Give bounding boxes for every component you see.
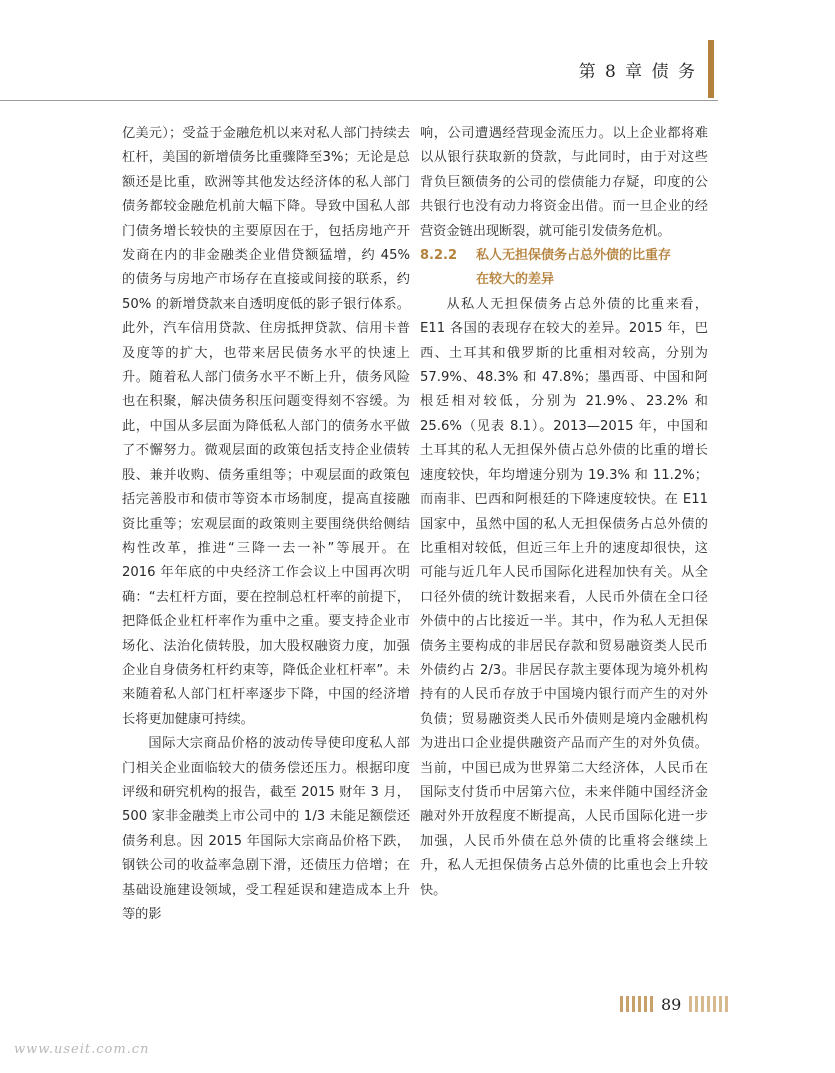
page-number: 89 xyxy=(661,994,682,1014)
left-column xyxy=(122,122,410,927)
header-rule xyxy=(0,100,718,101)
section-title-line1: 私人无担保债务占总外债的比重存 xyxy=(476,248,672,264)
paragraph: 响，公司遭遇经营现金流压力。以上企业都将难以从银行获取新的贷款，与此同时，由于对这些背负巨额债务的公司的偿债能力存疑，印度的公共银行也没有动力将资金出借。而一旦企业的经营资金链出现断裂，就可能引发债务危机。 xyxy=(420,126,708,239)
paragraph: 从私人无担保债务占总外债的比重来看，E11 各国的表现存在较大的差异。2015 年，巴西、土耳其和俄罗斯的比重相对较高，分别为 57.9%、48.3% 和 47.8%；墨西哥、中国和阿根廷相对较低，分别为 21.9%、23.2% 和 25.6%（见表 8.1）。2013—2015 年，中国和土耳其的私人无担保外债占总外债的比重的增长速度较快，年均增速分别为 19.3% 和 11.2%；而南非、巴西和阿根廷的下降速度较快。在 E11 国家中，虽然中国的私人无担保债务占总外债的比重相对较低，但近三年上升的速度却很快，这可能与近几年人民币国际化进程加快有关。从全口径外债的统计数据来看，人民币外债在全口径外债中的占比接近一半。其中，作为私人无担保债务主要构成的非居民存款和贸易融资类人民币外债约占 2/3。非居民存款主要体现为境外机构持有的人民币存放于中国境内银行而产生的对外负债；贸易融资类人民币外债则是境内金融机构为进出口企业提供融资产品而产生的对外负债。当前，中国已成为世界第二大经济体，人民币在国际支付货币中居第六位，未来伴随中国经济金融对外开放程度不断提高，人民币国际化进一步加强，人民币外债在总外债的比重将会继续上升，私人无担保债务占总外债的比重也会上升较快。 xyxy=(420,296,708,898)
running-header: 第 8 章 债 务 xyxy=(578,62,697,82)
footer-decoration-left xyxy=(620,996,653,1012)
footer-decoration-right xyxy=(689,996,728,1012)
paragraph: 亿美元）；受益于金融危机以来对私人部门持续去杠杆，美国的新增债务比重骤降至3%；无论是总额还是比重，欧洲等其他发达经济体的私人部门债务都较金融危机前大幅下降。导致中国私人部门债务增长较快的主要原因在于，包括房地产开发商在内的非金融类企业借贷额猛增，约 45% 的债务与房地产市场存在直接或间接的联系，约 50% 的新增贷款来自透明度低的影子银行体系。此外，汽车信用贷款、住房抵押贷款、信用卡普及度等的扩大，也带来居民债务水平的快速上升。随着私人部门债务水平不断上升，债务风险也在积聚，解决债务积压问题变得刻不容缓。为此，中国从多层面为降低私人部门的债务水平做了不懈努力。微观层面的政策包括支持企业债转股、兼并收购、债务重组等；中观层面的政策包括完善股市和债市等资本市场制度，提高直接融资比重等；宏观层面的政策则主要围绕供给侧结构性改革，推进“三降一去一补”等展开。在 2016 年年底的中央经济工作会议上中国再次明确：“去杠杆方面，要在控制总杠杆率的前提下，把降低企业杠杆率作为重中之重。要支持企业市场化、法治化债转股，加大股权融资力度，加强企业自身债务杠杆约束等，降低企业杠杆率”。未来随着私人部门杠杆率逐步下降，中国的经济增长将更加健康可持续。 xyxy=(122,126,410,727)
section-title-line2: 在较大的差异 xyxy=(476,272,555,288)
header-accent-bar xyxy=(708,40,714,98)
section-heading xyxy=(420,244,708,268)
watermark: www.useit.com.cn xyxy=(14,1042,150,1057)
paragraph: 国际大宗商品价格的波动传导使印度私人部门相关企业面临较大的债务偿还压力。根据印度评级和研究机构的报告，截至 2015 财年 3 月，500 家非金融类上市公司中的 1/3 未能足额偿还债务利息。因 2015 年国际大宗商品价格下跌，钢铁公司的收益率急剧下滑，还债压力倍增；在基础设施建设领域，受工程延误和建造成本上升等的影 xyxy=(122,736,410,922)
right-column xyxy=(420,122,708,903)
page-footer xyxy=(620,994,728,1014)
section-number: 8.2.2 xyxy=(420,248,458,264)
